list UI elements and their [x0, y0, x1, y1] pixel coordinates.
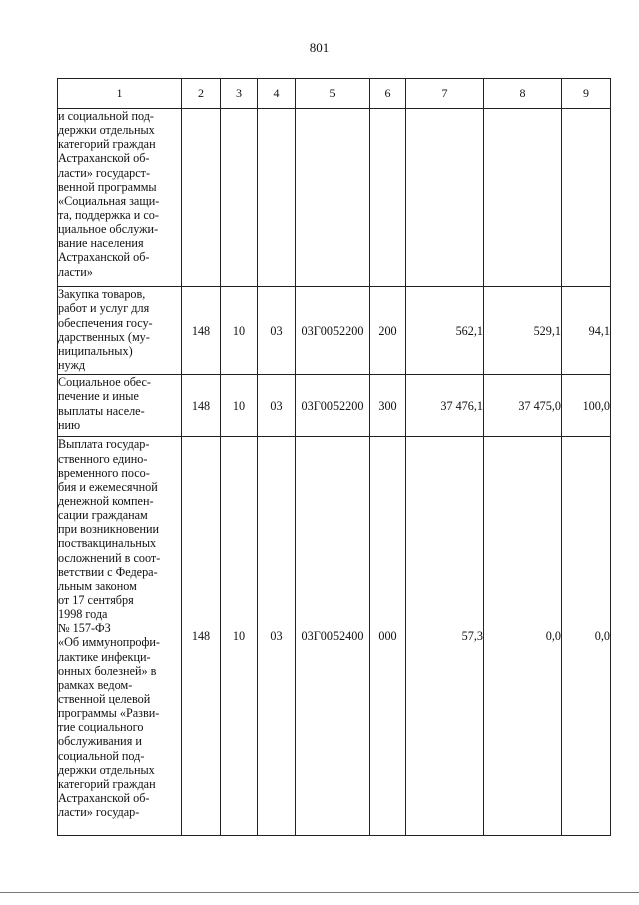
description-line: и социальной под-	[58, 109, 154, 123]
row-description	[58, 109, 182, 287]
cell-section	[221, 109, 258, 287]
cell-target-article: 03Г0052200	[296, 287, 370, 375]
table-row	[58, 375, 611, 437]
table-row	[58, 109, 611, 287]
cell-admin-code: 148	[182, 375, 221, 437]
cell-target-article	[296, 109, 370, 287]
description-line: дарственных (му-	[58, 329, 150, 344]
col-header-3: 3	[221, 79, 258, 109]
description-line: работ и услуг для	[58, 301, 150, 316]
cell-section: 10	[221, 375, 258, 437]
row-description	[58, 287, 182, 375]
description-line: Выплата государ-	[58, 437, 150, 452]
col-header-1: 1	[58, 79, 182, 109]
cell-executed-amount: 0,0	[484, 437, 562, 836]
col-header-4: 4	[258, 79, 296, 109]
table-row	[58, 287, 611, 375]
col-header-2: 2	[182, 79, 221, 109]
cell-percent-executed: 100,0	[562, 375, 611, 437]
row-description	[58, 375, 182, 437]
description-line: выплаты населе-	[58, 403, 145, 418]
col-header-6: 6	[370, 79, 406, 109]
description-line: ственного едино-	[58, 451, 148, 466]
description-line: 1998 года	[58, 607, 108, 622]
cell-subsection	[258, 109, 296, 287]
description-line: онных болезней» в	[58, 663, 157, 678]
cell-target-article: 03Г0052400	[296, 437, 370, 836]
description-line: «Об иммунопрофи-	[58, 635, 160, 650]
description-line: циальное обслужи-	[58, 222, 159, 237]
description-line: ласти» государст-	[58, 165, 151, 180]
description-line: от 17 сентября	[58, 592, 134, 607]
description-line: тие социального	[58, 720, 144, 735]
cell-percent-executed: 94,1	[562, 287, 611, 375]
cell-admin-code	[182, 109, 221, 287]
cell-admin-code: 148	[182, 437, 221, 836]
description-line: обеспечения госу-	[58, 315, 153, 330]
cell-expense-type	[370, 109, 406, 287]
cell-section: 10	[221, 437, 258, 836]
cell-approved-amount: 562,1	[406, 287, 484, 375]
description-line: Астраханской об-	[58, 250, 150, 265]
cell-section: 10	[221, 287, 258, 375]
description-line: вание населения	[58, 236, 144, 251]
description-line: ветствии с Федера-	[58, 564, 158, 579]
cell-expense-type: 000	[370, 437, 406, 836]
description-line: при возникновении	[58, 522, 160, 537]
description-line: бия и ежемесячной	[58, 479, 158, 494]
description-line: лактике инфекци-	[58, 649, 151, 664]
description-line: рамках ведом-	[58, 677, 133, 692]
description-line: нию	[58, 417, 81, 432]
cell-admin-code: 148	[182, 287, 221, 375]
description-line: ласти»	[58, 264, 93, 279]
col-header-9: 9	[562, 79, 611, 109]
cell-executed-amount: 529,1	[484, 287, 562, 375]
description-line: сации гражданам	[58, 508, 148, 523]
description-line: ниципальных)	[58, 343, 133, 358]
cell-executed-amount	[484, 109, 562, 287]
cell-approved-amount: 57,3	[406, 437, 484, 836]
description-line: венной программы	[58, 179, 157, 194]
description-line: держки отдельных	[58, 123, 155, 138]
col-header-5: 5	[296, 79, 370, 109]
table-row	[58, 437, 611, 836]
description-line: поствакцинальных	[58, 536, 157, 551]
description-line: осложнений в соот-	[58, 550, 161, 565]
cell-percent-executed: 0,0	[562, 437, 611, 836]
cell-target-article: 03Г0052200	[296, 375, 370, 437]
col-header-8: 8	[484, 79, 562, 109]
cell-percent-executed	[562, 109, 611, 287]
description-line: «Социальная защи-	[58, 193, 160, 208]
description-line: программы «Разви-	[58, 706, 160, 721]
description-line: нужд	[58, 357, 86, 372]
description-line: Астраханской об-	[58, 790, 150, 805]
description-line: Закупка товаров,	[58, 287, 146, 302]
description-line: держки отдельных	[58, 762, 155, 777]
description-line: печение и иные	[58, 389, 139, 404]
cell-approved-amount: 37 476,1	[406, 375, 484, 437]
description-line: временного посо-	[58, 465, 150, 480]
row-description	[58, 437, 182, 836]
budget-table	[57, 78, 611, 836]
description-line: № 157-ФЗ	[58, 621, 111, 636]
description-line: Астраханской об-	[58, 151, 150, 166]
cell-executed-amount: 37 475,0	[484, 375, 562, 437]
description-line: обслуживания и	[58, 734, 142, 749]
cell-subsection: 03	[258, 437, 296, 836]
description-line: денежной компен-	[58, 493, 154, 508]
description-line: социальной под-	[58, 748, 145, 763]
description-line: ственной целевой	[58, 691, 151, 706]
page-number: 801	[309, 40, 330, 55]
header-row	[58, 79, 611, 109]
cell-approved-amount	[406, 109, 484, 287]
cell-subsection: 03	[258, 375, 296, 437]
col-header-7: 7	[406, 79, 484, 109]
description-line: ласти» государ-	[58, 805, 140, 820]
description-line: льным законом	[58, 578, 137, 593]
description-line: категорий граждан	[58, 137, 156, 152]
description-line: Социальное обес-	[58, 375, 151, 390]
cell-expense-type: 300	[370, 375, 406, 437]
description-line: та, поддержка и со-	[58, 207, 159, 222]
cell-expense-type: 200	[370, 287, 406, 375]
cell-subsection: 03	[258, 287, 296, 375]
bottom-rule	[0, 892, 639, 893]
description-line: категорий граждан	[58, 776, 156, 791]
